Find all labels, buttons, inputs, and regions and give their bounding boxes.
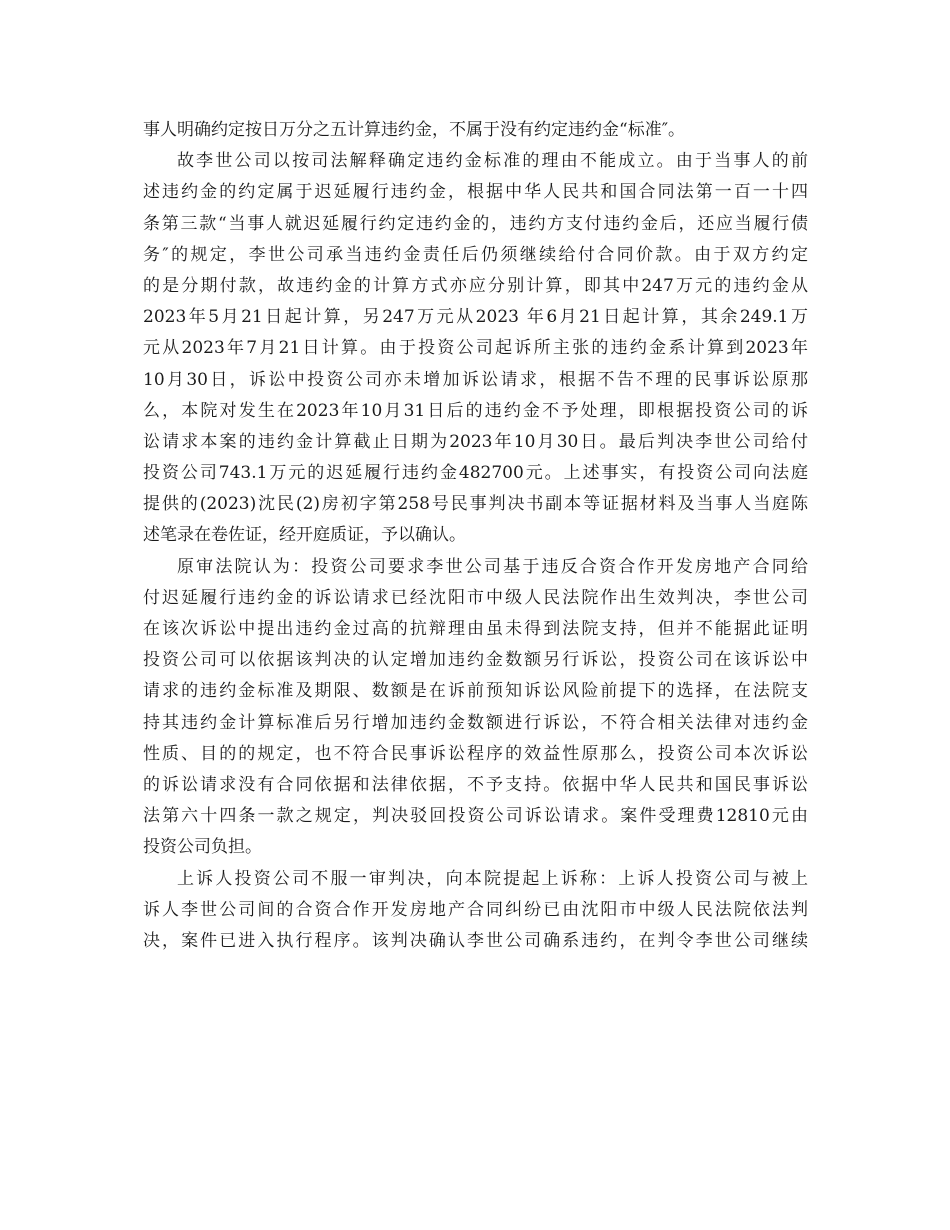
text-line: 请求的违约金标准及期限、数额是在诉前预知诉讼风险前提下的选择，在法院支 — [143, 681, 808, 702]
text-line: 述违约金的约定属于迟延履行违约金，根据中华人民共和国合同法第一百一十四 — [143, 182, 808, 203]
text-line: 诉人李世公司间的合资合作开发房地产合同纠纷已由沈阳市中级人民法院依法判 — [143, 899, 808, 920]
text-line: 述笔录在卷佐证，经开庭质证，予以确认。 — [143, 525, 466, 546]
text-line: 务″的规定，李世公司承当违约金责任后仍须继续给付合同价款。由于双方约定 — [143, 244, 808, 265]
text-line: 讼请求本案的违约金计算截止日期为2023年10月30日。最后判决李世公司给付 — [143, 431, 808, 452]
text-line: 条第三款“当事人就迟延履行约定违约金的，违约方支付违约金后，还应当履行债 — [143, 213, 808, 234]
text-line: 付迟延履行违约金的诉讼请求已经沈阳市中级人民法院作出生效判决，李世公司 — [143, 587, 808, 608]
paragraph — [143, 115, 808, 146]
text-line: 2023年5月21日起计算，另247万元从2023 年6月21日起计算，其余249.1万 — [143, 307, 808, 328]
text-line: 决，案件已进入执行程序。该判决确认李世公司确系违约，在判令李世公司继续 — [143, 930, 808, 951]
text-line: 投资公司743.1万元的迟延履行违约金482700元。上述事实，有投资公司向法庭 — [143, 463, 808, 484]
text-line: 的是分期付款，故违约金的计算方式亦应分别计算，即其中247万元的违约金从 — [143, 275, 808, 296]
text-line: 上诉人投资公司不服一审判决，向本院提起上诉称：上诉人投资公司与被上 — [177, 868, 808, 889]
text-line: 的诉讼请求没有合同依据和法律依据，不予支持。依据中华人民共和国民事诉讼 — [143, 774, 808, 795]
text-line: 么，本院对发生在2023年10月31日后的违约金不予处理，即根据投资公司的诉 — [143, 400, 808, 421]
text-line: 提供的(2023)沈民(2)房初字第258号民事判决书副本等证据材料及当事人当庭陈 — [143, 494, 808, 515]
text-line: 在该次诉讼中提出违约金过高的抗辩理由虽未得到法院支持，但并不能据此证明 — [143, 619, 808, 639]
text-line: 性质、目的的规定，也不符合民事诉讼程序的效益性原那么，投资公司本次诉讼 — [143, 743, 808, 764]
text-line: 元从2023年7月21日计算。由于投资公司起诉所主张的违约金系计算到2023年 — [143, 338, 808, 359]
document-body — [143, 115, 808, 957]
text-line: 10月30日，诉讼中投资公司亦未增加诉讼请求，根据不告不理的民事诉讼原那 — [143, 369, 808, 390]
paragraph — [143, 864, 808, 958]
text-line: 投资公司负担。 — [143, 837, 262, 858]
text-line: 事人明确约定按日万分之五计算违约金，不属于没有约定违约金“标准″。 — [143, 120, 686, 140]
text-line: 故李世公司以按司法解释确定违约金标准的理由不能成立。由于当事人的前 — [177, 151, 808, 172]
text-line: 投资公司可以依据该判决的认定增加违约金数额另行诉讼，投资公司在该诉讼中 — [143, 650, 808, 671]
paragraph — [143, 146, 808, 551]
paragraph — [143, 552, 808, 864]
text-line: 法第六十四条一款之规定，判决驳回投资公司诉讼请求。案件受理费12810元由 — [143, 806, 808, 827]
text-line: 持其违约金计算标准后另行增加违约金数额进行诉讼，不符合相关法律对违约金 — [143, 712, 808, 733]
text-line: 原审法院认为：投资公司要求李世公司基于违反合资合作开发房地产合同给 — [177, 556, 808, 577]
